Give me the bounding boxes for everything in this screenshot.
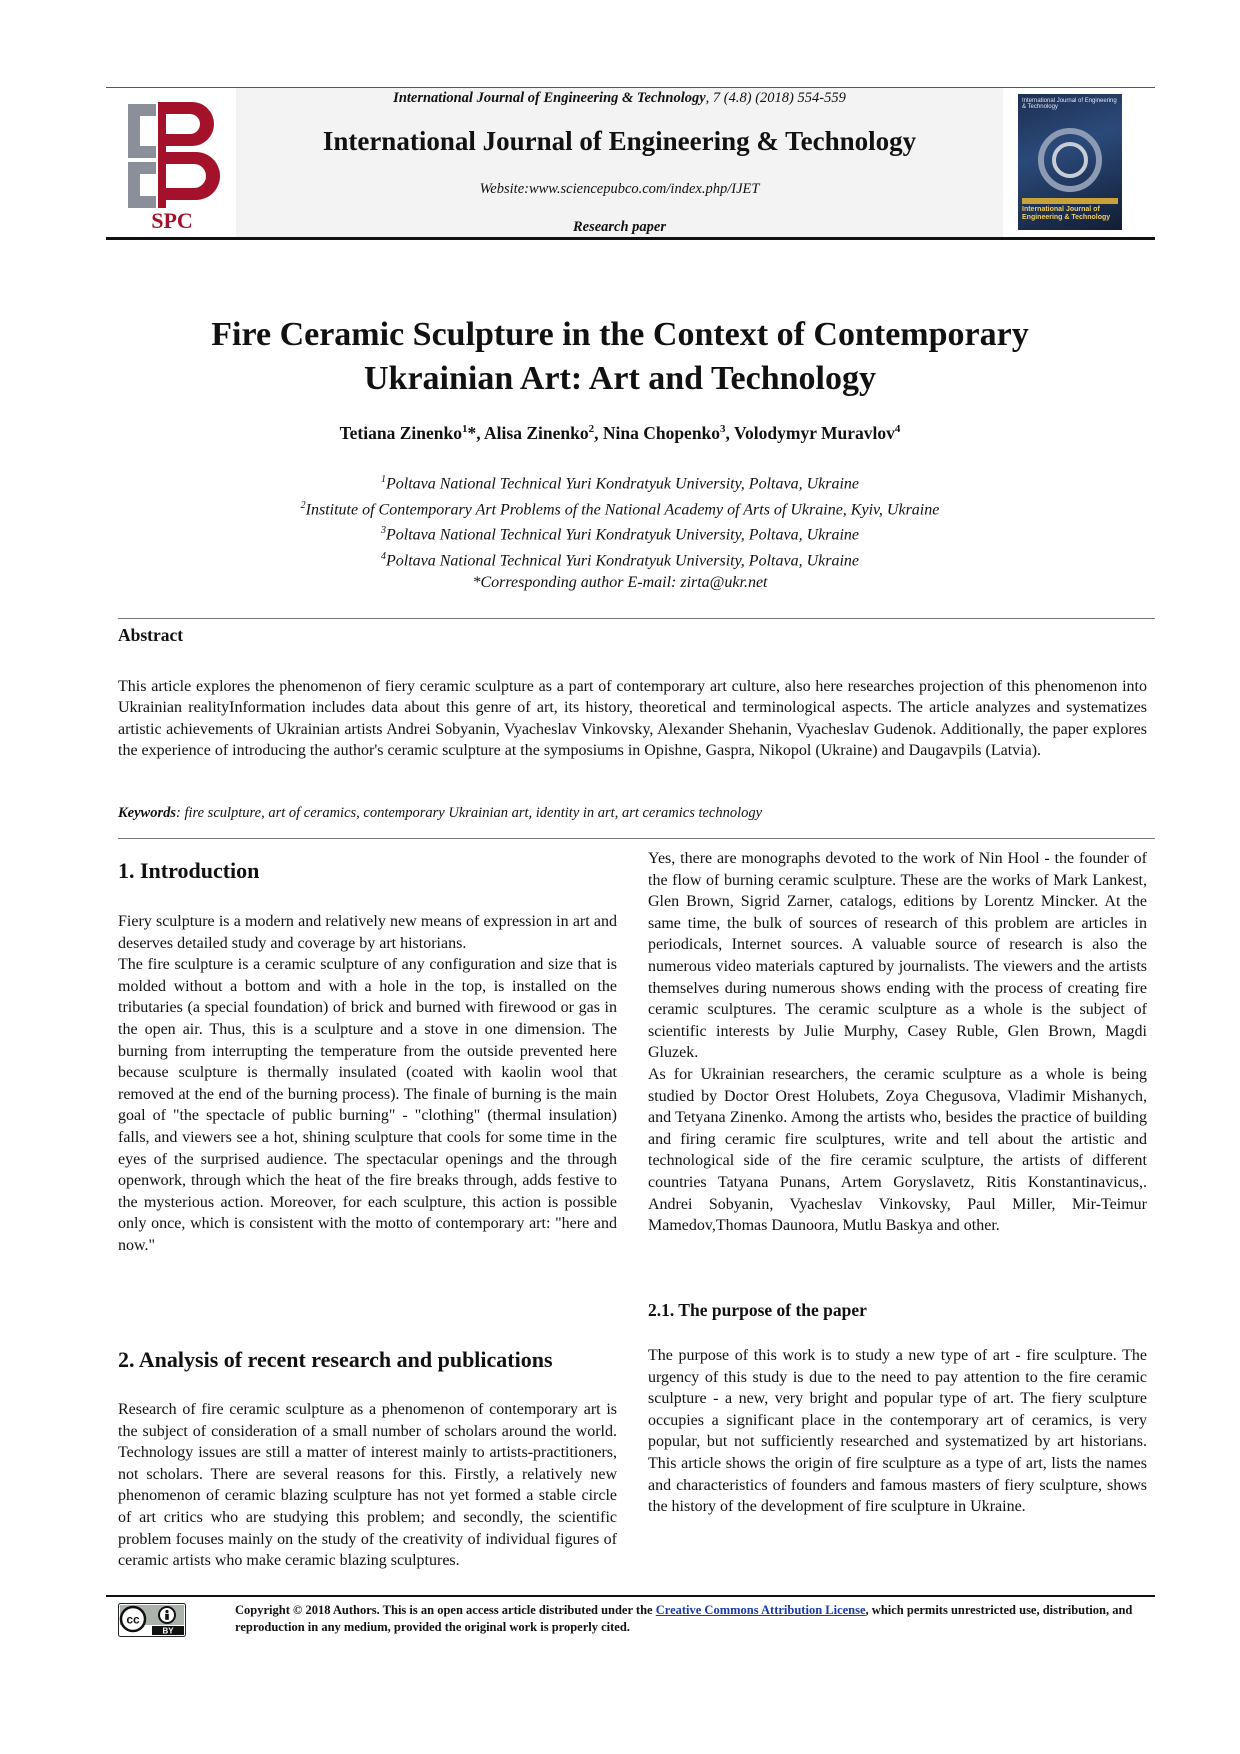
affiliation-3	[120, 520, 1120, 546]
affiliation-4	[120, 546, 1120, 572]
analysis-paragraph-1: Research of fire ceramic sculpture as a phenomenon of contemporary art is the subject of consideration of a small number of scholars around the world. Technology issues are still a matter of interest mainly to artists-practitioners, not scholars. There are several reasons for this. Firstly, a relatively new phenomenon of ceramic blazing sculpture has not yet formed a stable circle of art critics who are studying this problem; and secondly, the scientific problem focuses mainly on the study of the creativity of individual figures of ceramic artists who make ceramic blazing sculptures.	[118, 1401, 617, 1570]
author-2-sep: ,	[594, 423, 603, 443]
author-list	[120, 423, 1120, 444]
spc-logo-mark	[128, 102, 220, 208]
corresponding-author: *Corresponding author E-mail: zirta@ukr.net	[472, 573, 768, 591]
affiliation-1	[120, 469, 1120, 495]
abstract-text: This article explores the phenomenon of fiery ceramic sculpture as a part of contemporary art culture, also here researches projection of this phenomenon into Ukrainian realityInformation includes data about this genre of art, its history, theoretical and terminological aspects. The article analyzes and systematizes artistic achievements of Ukrainian artists Andrei Sobyanin, Vyacheslav Vinkovsky, Alexander Shehanin, Vyacheslav Gudenok. Additionally, the paper explores the experience of introducing the author's ceramic sculpture at the symposiums in Opishne, Gaspra, Nikopol (Ukraine) and Daugavpils (Latvia).	[118, 678, 1147, 760]
author-3: Nina Chopenko	[602, 423, 721, 443]
author-4: Volodymyr Muravlov	[733, 423, 895, 443]
citation-volume: , 7 (4.8) (2018) 554-559	[705, 90, 846, 106]
creative-commons-license-link[interactable]: Creative Commons Attribution License	[655, 1603, 866, 1617]
keywords-label: Keywords	[118, 805, 176, 821]
attribution-person-head	[165, 1610, 168, 1613]
section-heading-analysis: 2. Analysis of recent research and publications	[118, 1347, 553, 1372]
paper-title-line2: Ukrainian Art: Art and Technology	[364, 360, 876, 397]
author-1-mark: 1	[461, 423, 468, 436]
author-2-mark: 2	[588, 423, 595, 436]
right-paragraph-1: Yes, there are monographs devoted to the work of Nin Hool - the founder of the flow of burning ceramic sculpture. These are the works of Mark Lankest, Glen Brown, Sigrid Zarner, catalogs, editions by Lorentz Mincker. At the same time, the bulk of sources of research of this problem are articles in periodicals, Internet sources. A valuable source of research is also the numerous video materials captured by journalists. The viewers and the artists themselves during numerous shows ending with the process of creating fire ceramic sculptures. The ceramic sculpture as a whole is the subject of scientific interests by Julie Murphy, Casey Ruble, Glen Brown, Magdi Gluzek.	[648, 850, 1147, 1062]
cover-title: International Journal of Engineering & Technology	[1022, 206, 1111, 221]
copyright-text-start: Copyright © 2018 Authors. This is an open access article distributed under the	[235, 1603, 656, 1617]
purpose-paragraph-1: The purpose of this work is to study a new type of art - fire sculpture. The urgency of this study is due to the need to pay attention to the fire ceramic sculpture - a new, very bright and popular type of art. The fiery sculpture occupies a significant place in the contemporary art of ceramics, is very popular, but not sufficiently researched and systematized by art historians. This article shows the origin of fire sculpture as a type of art, lists the names and characteristics of founders and famous masters of fiery sculpture, shows the history of the development of fire sculpture in Ukraine.	[648, 1347, 1147, 1516]
footer-rule	[106, 1595, 1155, 1597]
section-heading-introduction: 1. Introduction	[118, 858, 260, 883]
abstract-top-rule	[118, 618, 1155, 619]
affiliation-1-mark: 1	[380, 474, 386, 485]
right-paragraph-2: As for Ukrainian researchers, the ceramic sculpture as a whole is being studied by Doctor Orest Holubets, Zoya Chegusova, Vladimir Mishanych, and Tetyana Zinenko. Among the artists who, besides the practice of building and firing ceramic fire sculptures, write and tell about the artistic and technological side of the fire ceramic sculpture, the artists of different countries Tatyana Punans, Artem Goryslavetz, Ritis Konstantinavicus,. Andrei Sobyanin, Vyacheslav Vinkovsky, Paul Miller, Mir-Teimur Mamedov,Thomas Daunoora, Mutlu Baskya and other.	[648, 1065, 1147, 1235]
abstract-heading: Abstract	[118, 625, 184, 645]
cc-by-label: BY	[162, 1626, 174, 1636]
keywords-list: : fire sculpture, art of ceramics, contemporary Ukrainian art, identity in art, art ceramics technology	[176, 805, 763, 821]
attribution-person-body	[165, 1614, 169, 1620]
paper-type-label: Research paper	[572, 219, 667, 235]
cc-by-license-icon	[118, 1603, 186, 1637]
paper-title	[120, 313, 1120, 401]
spc-logo-text: SPC	[151, 208, 193, 233]
journal-citation	[236, 90, 1003, 107]
cc-mark-text: cc	[126, 1612, 140, 1627]
spc-publisher-logo	[118, 96, 226, 234]
affiliation-4-text: Poltava National Technical Yuri Kondratyuk University, Poltava, Ukraine	[385, 552, 859, 570]
affiliation-1-text: Poltava National Technical Yuri Kondratyuk University, Poltava, Ukraine	[385, 475, 859, 493]
author-2: Alisa Zinenko	[484, 423, 589, 443]
keywords	[118, 805, 1147, 822]
copyright-text-end: , which permits unrestricted use, distribution, and reproduction in any medium, provided the original work is properly cited.	[235, 1603, 1133, 1634]
affiliation-4-mark: 4	[380, 551, 386, 563]
copyright-notice	[235, 1602, 1147, 1636]
affiliation-2-mark: 2	[300, 499, 306, 511]
analysis-body	[118, 1399, 617, 1572]
introduction-paragraph-2: The fire sculpture is a ceramic sculpture of any configuration and size that is molded without a bottom and with a hole in the top, is installed on the tributaries (a special foundation) of brick and burned with firewood or gas in the open air. Thus, this is a sculpture and a stove in one dimension. The burning from interrupting the temperature from the outside prevented here because sculpture is thermally insulated (coated with kaolin wool that removed at the end of the burning process). The finale of burning is the main goal of "the spectacle of public burning" - "clothing" (thermal insulation) falls, and viewers see a hot, shining sculpture that cools for some time in the eyes of the surprised audience. The spectacular openings and the through openwork, through which the heat of the fire breaks through, adds festive to the mysterious action. Moreover, for each sculpture, this action is possible only once, which is consistent with the motto of contemporary art: "here and now."	[118, 956, 617, 1254]
author-1-sep: *,	[467, 423, 485, 443]
cover-inner-ring-graphic	[1052, 142, 1088, 178]
author-1: Tetiana Zinenko	[339, 423, 462, 443]
author-3-sep: ,	[725, 423, 734, 443]
right-column-body	[648, 848, 1147, 1237]
affiliation-2-text: Institute of Contemporary Art Problems of the National Academy of Arts of Ukraine, Kyiv, Ukraine	[305, 501, 940, 519]
paper-title-line1: Fire Ceramic Sculpture in the Context of Contemporary	[211, 316, 1029, 353]
header-shaded-box	[236, 88, 1003, 238]
author-3-mark: 3	[720, 423, 726, 436]
journal-website: Website:www.sciencepubco.com/index.php/IJET	[479, 181, 760, 197]
affiliation-3-mark: 3	[380, 525, 386, 537]
affiliation-3-text: Poltava National Technical Yuri Kondratyuk University, Poltava, Ukraine	[385, 526, 859, 544]
affiliation-2	[120, 495, 1120, 521]
introduction-body	[118, 911, 617, 1257]
journal-name: International Journal of Engineering & Technology	[322, 126, 917, 156]
journal-cover-image	[1018, 94, 1122, 230]
affiliations	[120, 469, 1120, 593]
header-bottom-rule	[106, 237, 1155, 240]
cover-top-text: International Journal of Engineering & Technology	[1022, 98, 1117, 110]
introduction-paragraph-1: Fiery sculpture is a modern and relatively new means of expression in art and deserves detailed study and coverage by art historians.	[118, 913, 617, 952]
subsection-heading-purpose: 2.1. The purpose of the paper	[648, 1300, 867, 1320]
author-4-mark: 4	[894, 423, 901, 436]
abstract-bottom-rule	[118, 838, 1155, 839]
cover-strip	[1022, 198, 1118, 204]
purpose-body	[648, 1345, 1147, 1518]
citation-journal-name: International Journal of Engineering & Technology	[393, 90, 706, 106]
